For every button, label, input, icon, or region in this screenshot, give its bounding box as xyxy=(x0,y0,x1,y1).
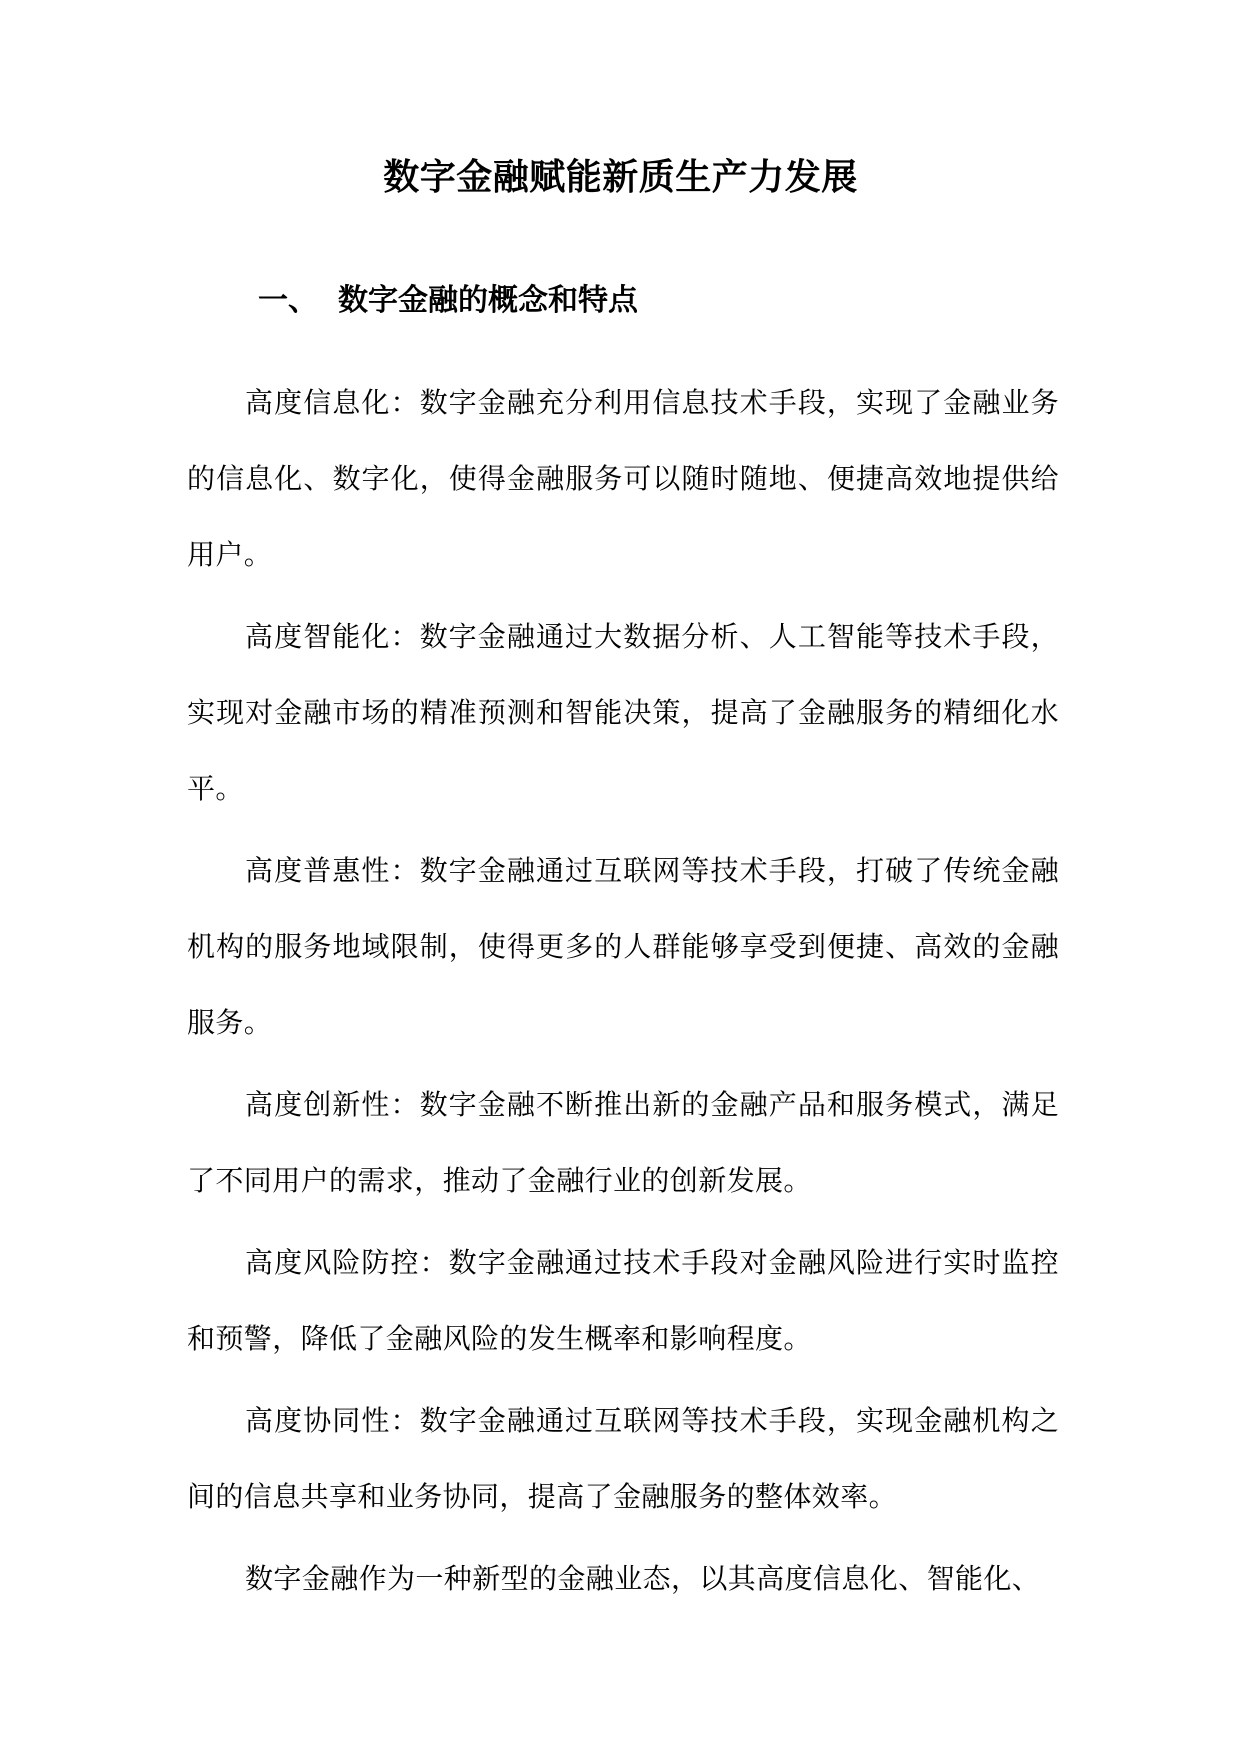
body-text xyxy=(187,365,1059,1623)
paragraph-informatization: 高度信息化：数字金融充分利用信息技术手段，实现了金融业务的信息化、数字化，使得金融服务可以随时随地、便捷高效地提供给用户。 xyxy=(187,386,1059,571)
paragraph-intelligence: 高度智能化：数字金融通过大数据分析、人工智能等技术手段，实现对金融市场的精准预测和智能决策，提高了金融服务的精细化水平。 xyxy=(187,620,1059,805)
paragraph-innovation: 高度创新性：数字金融不断推出新的金融产品和服务模式，满足了不同用户的需求，推动了金融行业的创新发展。 xyxy=(187,1088,1059,1197)
paragraph-risk-control: 高度风险防控：数字金融通过技术手段对金融风险进行实时监控和预警，降低了金融风险的发生概率和影响程度。 xyxy=(187,1246,1059,1355)
section-heading xyxy=(258,276,638,326)
paragraph-inclusiveness: 高度普惠性：数字金融通过互联网等技术手段，打破了传统金融机构的服务地域限制，使得更多的人群能够享受到便捷、高效的金融服务。 xyxy=(187,854,1059,1039)
paragraph-synergy: 高度协同性：数字金融通过互联网等技术手段，实现金融机构之间的信息共享和业务协同，提高了金融服务的整体效率。 xyxy=(187,1404,1059,1513)
section-number: 一、 xyxy=(258,283,318,318)
paragraph-summary: 数字金融作为一种新型的金融业态，以其高度信息化、智能化、 xyxy=(245,1562,1041,1595)
document-title: 数字金融赋能新质生产力发展 xyxy=(383,157,858,198)
section-heading-text: 数字金融的概念和特点 xyxy=(338,283,638,318)
